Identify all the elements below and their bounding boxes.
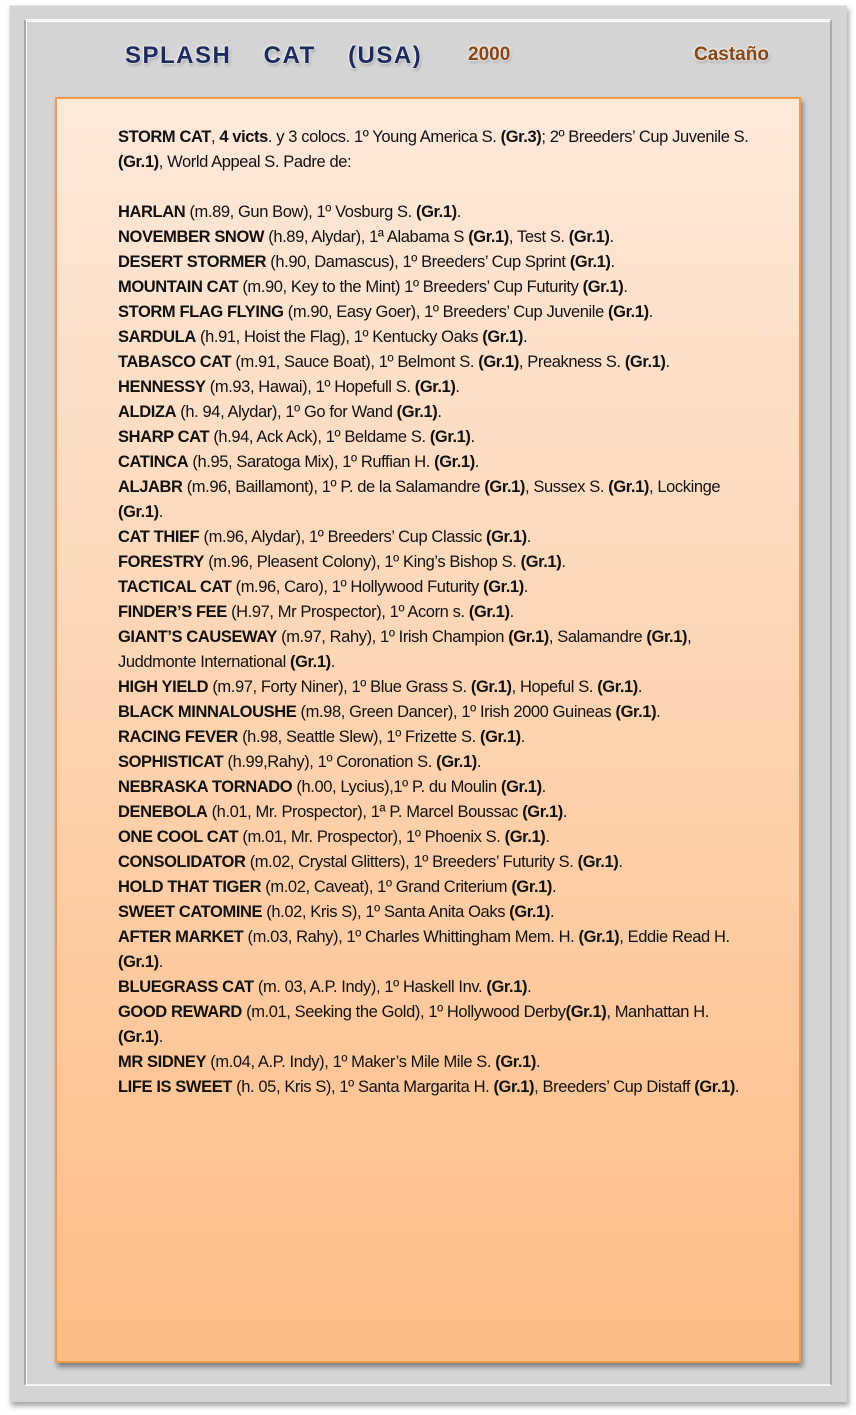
offspring-list (118, 200, 758, 1100)
offspring-details: . (549, 903, 555, 921)
race-grade: (Gr.1) (522, 803, 563, 821)
offspring-entry (118, 975, 758, 1000)
race-grade: (Gr.1) (414, 378, 456, 396)
race-grade: (Gr.1) (597, 678, 638, 696)
race-grade: (Gr.1) (470, 678, 512, 696)
offspring-entry (118, 825, 758, 850)
offspring-details: (h.94, Ack Ack), 1º Beldame S. (209, 428, 430, 446)
offspring-name: AFTER MARKET (118, 928, 244, 946)
offspring-name: ALDIZA (118, 403, 177, 421)
offspring-entry (118, 725, 758, 750)
sire-text: . y 3 colocs. 1º Young America S. (267, 128, 501, 146)
offspring-name: SARDULA (118, 328, 196, 346)
offspring-details: . (526, 528, 531, 546)
offspring-details: (m.01, Seeking the Gold), 1º Hollywood Derby (241, 1003, 566, 1021)
offspring-details: (m.03, Rahy), 1º Charles Whittingham Mem. H. (243, 928, 579, 946)
offspring-entry (118, 200, 758, 225)
offspring-entry (118, 675, 758, 700)
offspring-details: (m.02, Caveat), 1º Grand Criterium (261, 878, 512, 896)
race-grade: (Gr.1) (568, 228, 610, 246)
race-grade: (Gr.1) (495, 1053, 536, 1071)
offspring-details: . (456, 203, 461, 221)
race-grade: (Gr.1) (434, 453, 475, 471)
pedigree-text (118, 125, 758, 1100)
offspring-entry (118, 925, 758, 975)
offspring-entry (118, 750, 758, 775)
race-grade: (Gr.1) (486, 978, 528, 996)
offspring-details: (m.93, Hawai), 1º Hopefull S. (205, 378, 415, 396)
offspring-entry (118, 700, 758, 725)
offspring-name: STORM FLAG FLYING (118, 303, 284, 321)
offspring-entry (118, 800, 758, 825)
offspring-details: . (470, 428, 475, 446)
offspring-entry (118, 550, 758, 575)
offspring-name: RACING FEVER (118, 728, 238, 746)
offspring-name: TACTICAL CAT (118, 578, 232, 596)
offspring-details: . (527, 978, 532, 996)
offspring-details: (m.96, Alydar), 1º Breeders’ Cup Classic (199, 528, 486, 546)
offspring-details: (m. 03, A.P. Indy), 1º Haskell Inv. (253, 978, 487, 996)
race-grade: (Gr.1) (485, 528, 527, 546)
race-grade: (Gr.1) (509, 903, 550, 921)
race-grade: (Gr.1) (582, 278, 624, 296)
race-grade: (Gr.3) (500, 128, 542, 146)
offspring-details: . (535, 1053, 541, 1071)
offspring-entry (118, 1075, 758, 1100)
offspring-details: , Test S. (508, 228, 569, 246)
offspring-entry (118, 275, 758, 300)
offspring-details: . (158, 503, 163, 521)
race-grade: (Gr.1) (468, 603, 510, 621)
offspring-details: (m.90, Key to the Mint) 1º Breeders’ Cup Futurity (238, 278, 583, 296)
offspring-name: NOVEMBER SNOW (118, 228, 265, 246)
offspring-details: (m.97, Rahy), 1º Irish Champion (276, 628, 509, 646)
race-grade: (Gr.1) (624, 353, 666, 371)
offspring-name: BLACK MINNALOUSHE (118, 703, 297, 721)
offspring-details: . (561, 553, 566, 571)
offspring-details: . (158, 953, 163, 971)
offspring-entry (118, 525, 758, 550)
offspring-name: HENNESSY (118, 378, 206, 396)
offspring-name: DENEBOLA (118, 803, 208, 821)
offspring-details: (H.97, Mr Prospector), 1º Acorn s. (226, 603, 469, 621)
offspring-entry (118, 375, 758, 400)
offspring-entry (118, 425, 758, 450)
offspring-details: . (610, 253, 615, 271)
offspring-details: . (623, 278, 628, 296)
coat-color: Castaño (694, 44, 769, 65)
offspring-details: . (609, 228, 614, 246)
offspring-details: (m.96, Baillamont), 1º P. de la Salamandre (182, 478, 485, 496)
offspring-details: . (562, 803, 568, 821)
race-grade: (Gr.1) (577, 853, 619, 871)
race-grade: (Gr.1) (429, 428, 471, 446)
race-grade: (Gr.1) (646, 628, 688, 646)
offspring-details: , Manhattan H. (606, 1003, 709, 1021)
race-grade: (Gr.1) (416, 203, 457, 221)
race-grade: (Gr.1) (396, 403, 438, 421)
sire-sep: , (210, 128, 220, 146)
race-grade: (Gr.1) (504, 828, 546, 846)
offspring-name: DESERT STORMER (118, 253, 267, 271)
offspring-entry (118, 250, 758, 275)
offspring-entry (118, 350, 758, 375)
race-grade: (Gr.1) (493, 1078, 535, 1096)
offspring-entry (118, 1000, 758, 1050)
offspring-details: (h.90, Damascus), 1º Breeders’ Cup Sprint (266, 253, 570, 271)
horse-name-title: SPLASH CAT (USA) (125, 42, 423, 69)
race-grade: (Gr.1) (118, 1028, 159, 1046)
offspring-name: MR SIDNEY (118, 1053, 207, 1071)
race-grade: (Gr.1) (468, 228, 509, 246)
offspring-details: . (545, 828, 550, 846)
race-grade: (Gr.1) (520, 553, 562, 571)
offspring-details: . (648, 303, 653, 321)
sire-paragraph (118, 125, 758, 175)
offspring-details: . (509, 603, 514, 621)
offspring-details: . (552, 878, 557, 896)
race-grade: (Gr.1) (511, 878, 553, 896)
sire-text: , World Appeal S. Padre de: (158, 153, 352, 171)
offspring-entry (118, 900, 758, 925)
offspring-entry (118, 325, 758, 350)
race-grade: (Gr.1) (436, 753, 477, 771)
offspring-details: (h.95, Saratoga Mix), 1º Ruffian H. (188, 453, 435, 471)
offspring-name: BLUEGRASS CAT (118, 978, 254, 996)
offspring-name: MOUNTAIN CAT (118, 278, 239, 296)
offspring-details: . (455, 378, 460, 396)
race-grade: (Gr.1) (290, 653, 331, 671)
offspring-entry (118, 625, 758, 675)
offspring-entry (118, 225, 758, 250)
offspring-details: (h.02, Kris S), 1º Santa Anita Oaks (262, 903, 510, 921)
offspring-entry (118, 600, 758, 625)
offspring-name: HOLD THAT TIGER (118, 878, 262, 896)
offspring-name: GIANT’S CAUSEWAY (118, 628, 277, 646)
race-grade: (Gr.1) (118, 953, 159, 971)
offspring-name: ALJABR (118, 478, 183, 496)
offspring-details: . (330, 653, 335, 671)
race-grade: (Gr.1) (500, 778, 542, 796)
offspring-name: ONE COOL CAT (118, 828, 239, 846)
offspring-details: . (665, 353, 670, 371)
offspring-details: (h.01, Mr. Prospector), 1ª P. Marcel Boussac (207, 803, 523, 821)
race-grade: (Gr.1) (484, 478, 526, 496)
offspring-entry (118, 300, 758, 325)
offspring-details: . (474, 453, 479, 471)
offspring-entry (118, 1050, 758, 1075)
offspring-name: NEBRASKA TORNADO (118, 778, 293, 796)
offspring-details: . (476, 753, 482, 771)
offspring-details: , Lockinge (648, 478, 721, 496)
offspring-name: CONSOLIDATOR (118, 853, 246, 871)
offspring-details: , Breeders’ Cup Distaff (534, 1078, 695, 1096)
offspring-details: , Juddmonte International (118, 628, 692, 671)
offspring-entry (118, 775, 758, 800)
offspring-details: , Hopeful S. (511, 678, 598, 696)
offspring-entry (118, 400, 758, 425)
offspring-name: SWEET CATOMINE (118, 903, 263, 921)
offspring-name: SOPHISTICAT (118, 753, 224, 771)
race-grade: (Gr.1) (565, 1003, 607, 1021)
offspring-details: (m.98, Green Dancer), 1º Irish 2000 Guineas (296, 703, 616, 721)
offspring-details: . (522, 328, 528, 346)
offspring-name: FINDER’S FEE (118, 603, 227, 621)
offspring-details: . (158, 1028, 163, 1046)
offspring-entry (118, 875, 758, 900)
sire-name: STORM CAT (118, 128, 211, 146)
offspring-entry (118, 450, 758, 475)
race-grade: (Gr.1) (508, 628, 549, 646)
spacer (118, 175, 758, 200)
race-grade: (Gr.1) (608, 478, 649, 496)
offspring-name: SHARP CAT (118, 428, 210, 446)
offspring-details: (h.98, Seattle Slew), 1º Frizette S. (237, 728, 480, 746)
race-grade: (Gr.1) (118, 503, 159, 521)
race-grade: (Gr.1) (569, 253, 611, 271)
offspring-entry (118, 475, 758, 525)
race-grade: (Gr.1) (478, 353, 519, 371)
offspring-details: , Sussex S. (525, 478, 609, 496)
race-grade: (Gr.1) (694, 1078, 735, 1096)
offspring-name: HIGH YIELD (118, 678, 209, 696)
offspring-details: . (656, 703, 661, 721)
offspring-details: . (520, 728, 525, 746)
offspring-details: . (637, 678, 643, 696)
race-grade: (Gr.1) (608, 303, 649, 321)
offspring-details: . (734, 1078, 740, 1096)
offspring-details: . (523, 578, 528, 596)
race-grade: (Gr.1) (118, 153, 159, 171)
offspring-name: LIFE IS SWEET (118, 1078, 232, 1096)
sire-text: ; 2º Breeders’ Cup Juvenile S. (541, 128, 749, 146)
race-grade: (Gr.1) (480, 728, 521, 746)
race-grade: (Gr.1) (578, 928, 620, 946)
offspring-name: GOOD REWARD (118, 1003, 242, 1021)
offspring-details: (m.91, Sauce Boat), 1º Belmont S. (231, 353, 479, 371)
offspring-details: (m.89, Gun Bow), 1º Vosburg S. (185, 203, 417, 221)
pedigree-content-box (55, 97, 801, 1363)
offspring-name: FORESTRY (118, 553, 205, 571)
sire-wins: 4 victs (219, 128, 268, 146)
offspring-details: (m.96, Pleasent Colony), 1º King’s Bishop S. (204, 553, 521, 571)
offspring-details: (h.91, Hoist the Flag), 1º Kentucky Oaks (195, 328, 483, 346)
offspring-name: CAT THIEF (118, 528, 200, 546)
offspring-entry (118, 850, 758, 875)
offspring-details: , Preakness S. (518, 353, 625, 371)
offspring-details: . (437, 403, 442, 421)
offspring-details: (m.04, A.P. Indy), 1º Maker’s Mile Mile S. (206, 1053, 496, 1071)
offspring-details: (h. 05, Kris S), 1º Santa Margarita H. (231, 1078, 494, 1096)
offspring-details: . (541, 778, 546, 796)
race-grade: (Gr.1) (483, 578, 524, 596)
race-grade: (Gr.1) (615, 703, 657, 721)
offspring-details: (m.01, Mr. Prospector), 1º Phoenix S. (238, 828, 505, 846)
offspring-details: , Salamandre (548, 628, 647, 646)
offspring-details: (h.89, Alydar), 1ª Alabama S (264, 228, 469, 246)
offspring-name: TABASCO CAT (118, 353, 232, 371)
offspring-details: (h. 94, Alydar), 1º Go for Wand (176, 403, 397, 421)
offspring-details: (m.97, Forty Niner), 1º Blue Grass S. (208, 678, 471, 696)
offspring-details: , Eddie Read H. (619, 928, 730, 946)
offspring-entry (118, 575, 758, 600)
offspring-details: . (618, 853, 623, 871)
race-grade: (Gr.1) (482, 328, 523, 346)
offspring-details: (m.90, Easy Goer), 1º Breeders’ Cup Juvenile (283, 303, 609, 321)
offspring-name: CATINCA (118, 453, 189, 471)
offspring-details: (m.02, Crystal Glitters), 1º Breeders’ Futurity S. (245, 853, 578, 871)
offspring-details: (m.96, Caro), 1º Hollywood Futurity (231, 578, 484, 596)
offspring-name: HARLAN (118, 203, 186, 221)
offspring-details: (h.00, Lycius),1º P. du Moulin (292, 778, 501, 796)
birth-year: 2000 (468, 44, 511, 65)
offspring-details: (h.99,Rahy), 1º Coronation S. (223, 753, 437, 771)
